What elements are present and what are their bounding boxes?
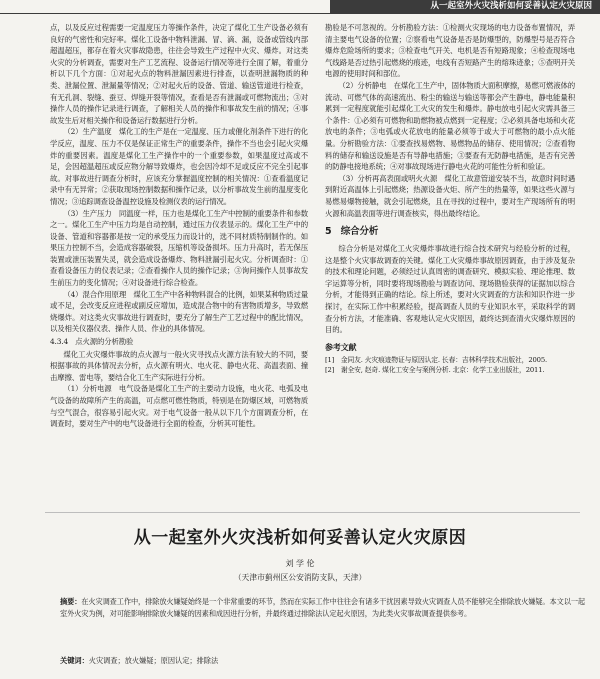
right-paragraph-3: （3）分析再高表面或明火火源 煤化工故意管道安装不当，故意时间时遇到附近高温体上引起燃烧；热源设备火炬、所产生的热量等，如果这些火源与易燃易爆物接触，就会引起燃烧，且在寻找的过程中，要对生产现场所有的明火源和高温表面等进行调查核实，得出最终结论。	[325, 173, 575, 218]
reference-item: [1] 金同友. 火灾痕迹物证与原因认定. 长春：吉林科学技术出版社，2005.	[325, 356, 548, 365]
subsection-title: 4.3.4 点火源的分析勘验	[50, 337, 134, 347]
abstract-text: 在火灾调查工作中，排除放火嫌疑始终是一个非常重要的环节，然而在实际工作中往往会有诸多干扰因素导致火灾调查人员不能够完全排除放火嫌疑。本文以一起室外火灾为例，对可能影响排除放火嫌疑的因素和成因进行分析，并最终通过排除法认定起火原因，为此类火灾事故调查提供参考。	[60, 597, 585, 618]
article-divider	[45, 512, 580, 513]
left-paragraph-1: 点，以及反应过程需要一定温度压力等操作条件，决定了煤化工生产设备必须有良好的气密性和完好率。煤化工设备中物料泄漏、冒、滴、漏，设备或管线内部超温超压，都存在着火灾事故隐患，往往会导致生产过程中火灾、爆炸。对这类火灾的分析调查，需要对生产工艺流程、设备运行情况等进行全面了解，着重分析以下几个方面：①对起火点的物料泄漏因素进行排查，以查明泄漏物质的种类、泄漏位置、泄漏量等情况；②对起火后的设备、管道、输送管道进行检查，有无孔洞、裂缝、蚕豆、焊缝开裂等情况，查看是否有泄漏或可燃物流出；③对操作人员的操作记录进行调查，了解相关人员的操作和事故发生前的情况；④事故发生后对相关操作和设备运行数据进行分析。	[50, 23, 308, 125]
running-head: 从一起室外火灾浅析如何妥善认定火灾原因	[330, 0, 600, 13]
left-paragraph-3: （3）生产压力 同温度一样，压力也是煤化工生产中控制的重要条件和参数之一。煤化工生产中压力均是自动控制，通过压力仪表显示的。煤化工生产中的设备、管道和容器都是按一定的承受压力而设计的，选不同材质特制制作的。如果压力控制不当，会造成容器破裂，压缩机等设备损坏。压力升高时，若无保压装置或泄压装置失灵，就会造成设备爆炸、物料泄漏引起火灾。分析调查时：①查看设备压力的仪表记录；②查看操作人员的操作记录；③询问操作人员事故发生前压力的变化情况；④对设备进行综合检查。	[50, 208, 308, 288]
article-title: 从一起室外火灾浅析如何妥善认定火灾原因	[133, 528, 467, 548]
left-paragraph-4: （4）混合作用原理 煤化工生产中各种物料混合的比例，如果某种物质过量或不足，会改变反应进程或副反应增加，造成混合物中的有害物质增多，导致燃烧爆炸。对这类火灾事故进行调查时，要充分了解生产工艺过程中的配比情况，以及相关仪器仪表、操作人员、作业的具体情况。	[50, 289, 308, 334]
right-column	[325, 22, 575, 375]
keywords	[60, 655, 585, 666]
subsection-paragraph-2: （1）分析电源 电气设备是煤化工生产的主要动力设施，电火花、电弧及电气设备的故障所产生的高温，可点燃可燃性物质，特别是在防爆区域，可燃物质与空气混合，很容易引起火灾。对于电气设备一般从以下几个方面调查分析，在调查时，要对生产中的电气设备进行全面的检查，分析其可能性。	[50, 384, 308, 429]
left-column	[50, 22, 308, 430]
right-paragraph-2: （2）分析静电 在煤化工生产中，固体物质大面积摩擦，易燃可燃液体的流动、可燃气体的高速流出、粉尘的输送与输送等都会产生静电，静电能量积累到一定程度就能引起煤化工火灾的发生和爆炸。静电放电引起火灾需具备三个条件：①必须有可燃物和助燃物被点燃到一定程度；②必须具备电场和火花放电的条件；③电弧或火花放电的能量必须等于或大于可燃物的最小点火能量。分析勘验方法：①要查找易燃物、易燃物品的储存、使用情况；②查看物料的储存和输送设施是否有导静电措施；③要查有无防静电措施，是否有完善的防静电接地系统；④对事故现场进行静电火花的可能性分析和验证。	[325, 80, 575, 172]
references-heading: 参考文献	[325, 342, 357, 352]
abstract	[60, 596, 585, 619]
running-head-rule	[0, 13, 600, 14]
left-paragraph-2: （2）生产温度 煤化工的生产是在一定温度、压力或催化剂条件下进行的化学反应，温度、压力不仅是保证正常生产的重要条件，操作不当也会引起火灾爆炸的重要因素。温度是煤化工生产操作中的一个重要参数，如果温度过高或不足，会因超温超压或反应物分解导致爆炸，也会因冷却不足或反应不完全引起事故。对事故进行调查分析时，应该充分掌握温度控制的相关情况：①查看温度记录中有无异常；②获取现场控制数据和操作记录，以分析事故发生前的温度变化情况；③追踪调查设备温控设施及检测仪表的运行情况。	[50, 127, 308, 206]
summary-paragraph: 综合分析是对煤化工火灾爆炸事故进行综合技术研究与经验分析的过程，这是整个火灾事故调查的关键。煤化工火灾爆炸事故原因调查，由于涉及复杂的技术和理论问题，必须经过认真周密的调查研究、模拟实验、理论推理、数字运算等分析，同时要将现场勘验与调查访问、现场勘验获得的证据加以综合分析，才能得到正确的结论。综上所述，要对火灾调查的方法和知识作进一步探讨，在实际工作中积累经验，提高调查人员的专业知识水平，采取科学的调查分析方法，才能准确、客观地认定火灾原因，最终达到查清火灾爆炸原因的目的。	[325, 244, 575, 335]
keywords-label: 关键词：	[60, 656, 89, 665]
article-affiliation: （天津市蓟州区公安消防支队，天津）	[233, 573, 367, 582]
right-paragraph-1: 勘验是不可忽视的。分析勘验方法：①检测火灾现场的电力设备布置情况，弄清主要电气设备的位置；②察看电气设备是否是防爆型的，防爆型号是否符合爆炸危险场所的要求；③检查电气开关、电机是否有短路现象；④检查现场电气线路是否过热引起燃烧的痕迹，电线有否短路产生的熔珠迹象；⑤查明开关电源的使用时间和部位。	[325, 23, 575, 79]
abstract-label: 摘要：	[60, 597, 82, 606]
keywords-text: 火灾调查；放火嫌疑；原因认定；排除法	[88, 656, 219, 665]
article-author: 刘 学 伦	[285, 559, 315, 568]
subsection-paragraph-1: 煤化工火灾爆炸事故的点火源与一般火灾寻找点火源方法有较大的不同，要根据事故的具体情况去分析，点火源有明火、电火花、静电火花、高温表面、撞击摩擦、雷电等，要结合化工生产实际进行分析。	[50, 349, 308, 382]
reference-item: [2] 谢全安, 赵奇. 煤化工安全与案例分析. 北京：化学工业出版社，2011.	[325, 366, 545, 375]
section-title-summary: 5 综合分析	[325, 226, 379, 238]
